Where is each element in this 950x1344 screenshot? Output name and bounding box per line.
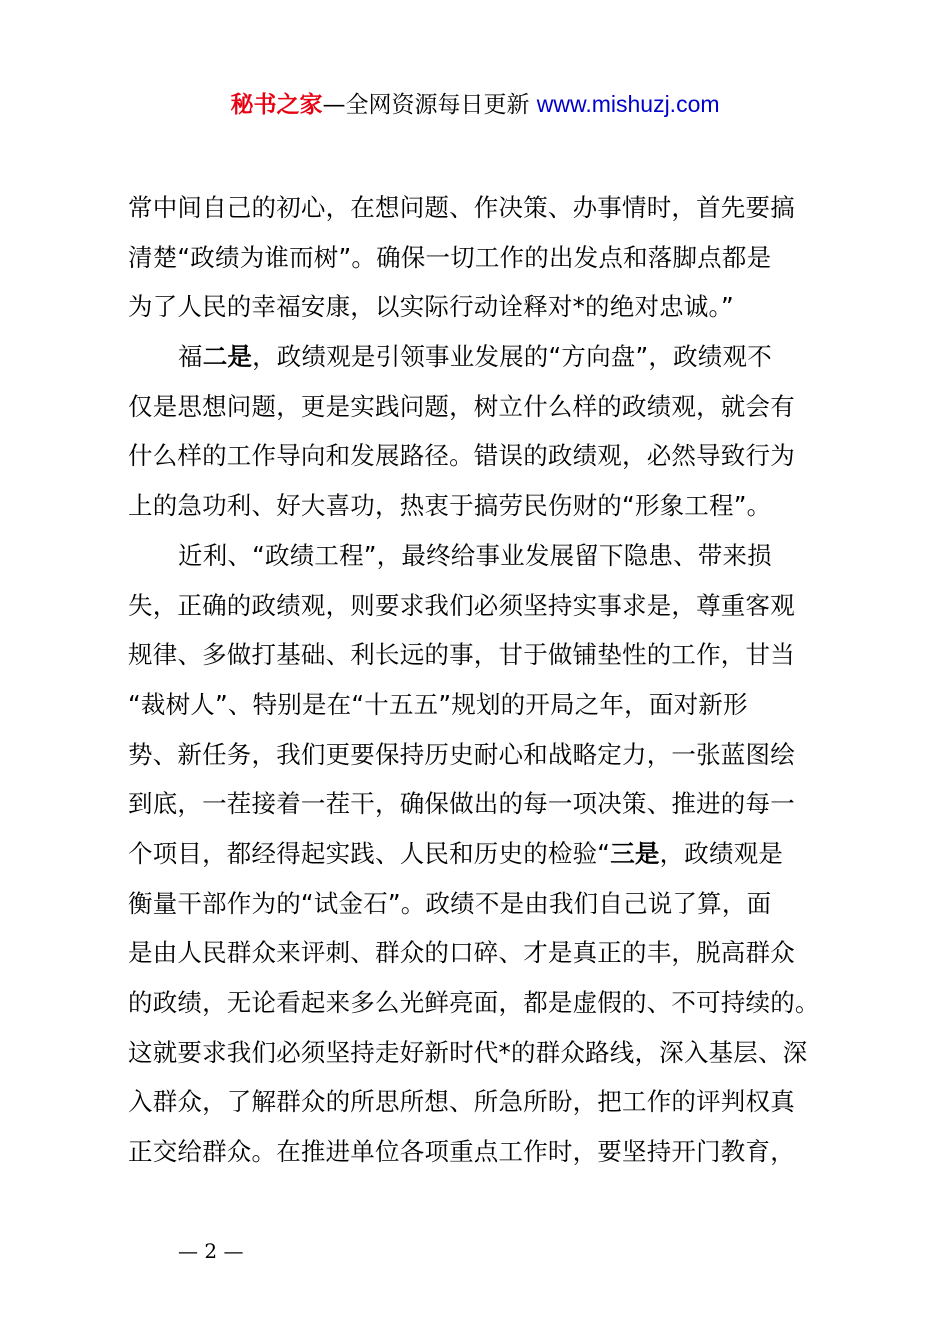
text-line: 上的急功利、好大喜功，热衷于搞劳民伤财的“形象工程”。 — [128, 491, 772, 521]
text-fragment: 个项目，都经得起实践、人民和历史的检验“ — [128, 838, 611, 868]
text-line: 这就要求我们必须坚持走好新时代*的群众路线，深入基层、深 — [128, 1037, 808, 1067]
text-line: “裁树人”、特别是在“十五五”规划的开局之年，面对新形 — [128, 689, 748, 719]
text-line: 衡量干部作为的“试金石”。政绩不是由我们自己说了算，面 — [128, 888, 772, 918]
text-line: 失，正确的政绩观，则要求我们必须坚持实事求是，尊重客观 — [128, 590, 795, 620]
section-marker-three: 三是 — [610, 838, 660, 868]
text-line: 是由人民群众来评刺、群众的口碎、才是真正的丰，脱高群众 — [128, 938, 795, 968]
text-line: 仅是思想问题，更是实践问题，树立什么样的政绩观，就会有 — [128, 391, 795, 421]
text-line: 到底，一茬接着一茬干，确保做出的每一项决策、推进的每一 — [128, 789, 795, 819]
text-line — [128, 829, 834, 879]
page-number: — 2 — — [178, 1239, 244, 1263]
text-line: 正交给群众。在推进单位各项重点工作时，要坚持开门教育， — [128, 1137, 795, 1167]
text-line: 入群众，了解群众的所思所想、所急所盼，把工作的评判权真 — [128, 1087, 795, 1117]
text-line: 常中间自己的初心，在想问题、作决策、办事情时，首先要搞 — [128, 193, 795, 222]
text-line: 的政绩，无论看起来多么光鲜亮面，都是虚假的、不可持续的。 — [128, 988, 820, 1017]
text-fragment: 福 — [178, 342, 203, 372]
brand-name: 秘书之家 — [230, 92, 323, 118]
text-line: 规律、多做打基础、利长远的事，甘于做铺垫性的工作，甘当 — [128, 640, 795, 670]
text-line: 什么样的工作导向和发展路径。错误的政绩观，必然导致行为 — [128, 441, 795, 471]
document-body — [128, 183, 834, 1177]
site-url[interactable]: www.mishuzj.com — [536, 91, 720, 117]
text-line: 清楚“政绩为谁而树”。确保一切工作的出发点和落脚点都是 — [128, 242, 772, 272]
section-marker-two: 二是 — [202, 342, 253, 372]
header-slogan: —全网资源每日更新 — [322, 92, 537, 118]
text-line: 近利、“政绩工程”，最终给事业发展留下隐患、带来损 — [178, 540, 772, 570]
text-line — [128, 332, 834, 382]
text-fragment: ，政绩观是 — [659, 838, 784, 868]
text-fragment: ，政绩观是引领事业发展的“方向盘”，政绩观不 — [252, 342, 772, 372]
text-line: 势、新任务，我们更要保持历史耐心和战略定力，一张蓝图绘 — [128, 739, 795, 769]
site-header — [0, 86, 950, 123]
text-line: 为了人民的幸福安康，以实际行动诠释对*的绝对忠诚。” — [128, 292, 734, 322]
